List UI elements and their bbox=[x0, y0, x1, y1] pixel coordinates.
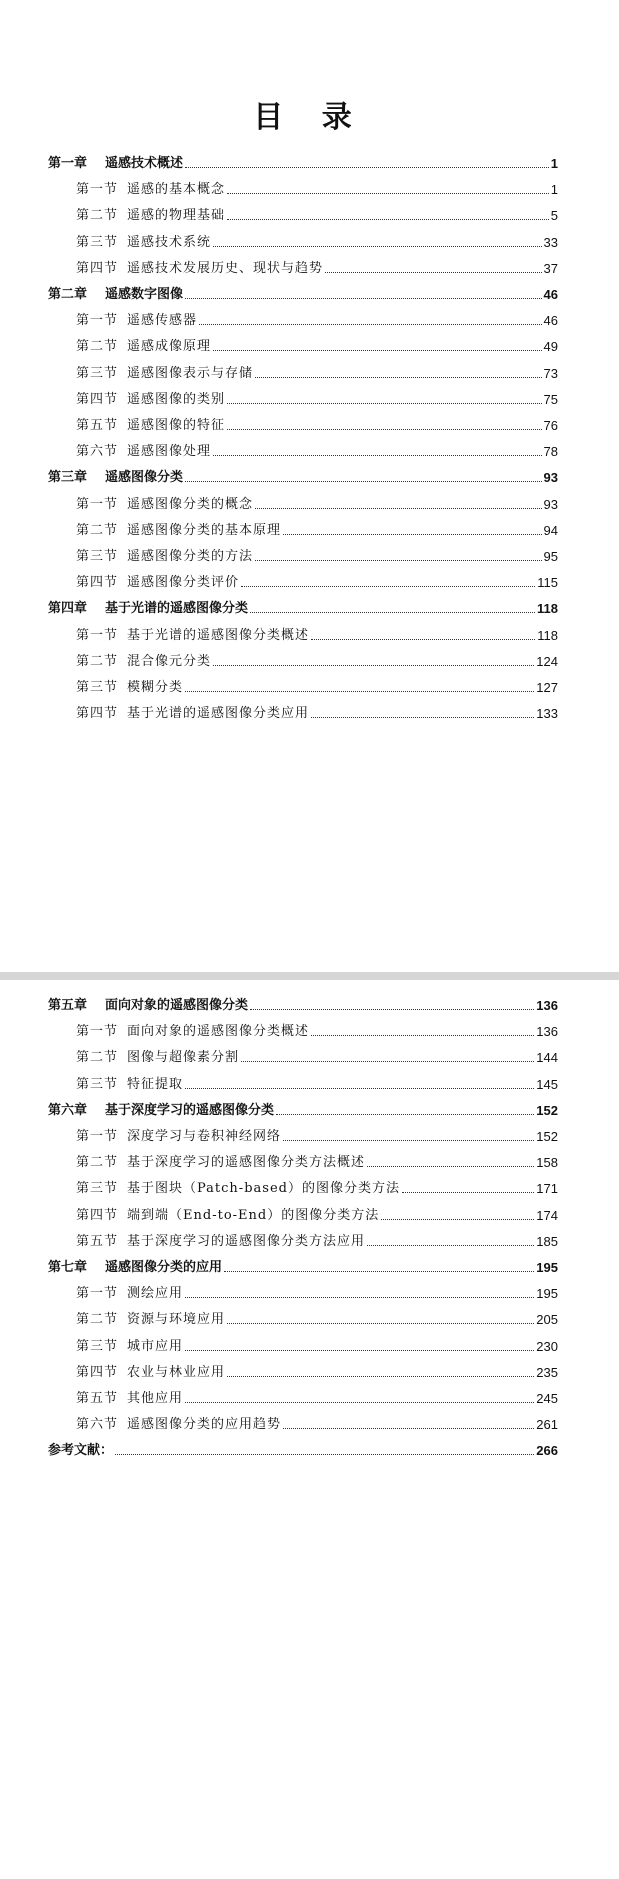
page-number: 37 bbox=[543, 260, 558, 276]
entry-label: 第五节 bbox=[76, 1391, 119, 1406]
entry-label: 第三节 bbox=[76, 234, 119, 250]
dot-leader bbox=[255, 377, 542, 378]
toc-section-entry[interactable] bbox=[76, 1018, 558, 1040]
toc-section-entry[interactable] bbox=[76, 1202, 558, 1224]
toc-chapter-entry[interactable] bbox=[48, 1254, 558, 1276]
entry-title: 模糊分类 bbox=[127, 680, 184, 695]
entry-title: 混合像元分类 bbox=[127, 653, 212, 669]
entry-label: 第六节 bbox=[76, 444, 119, 460]
entry-label: 第三节 bbox=[76, 1338, 119, 1354]
dot-leader bbox=[367, 1245, 534, 1246]
page-number: 245 bbox=[536, 1391, 558, 1406]
entry-label: 第五节 bbox=[76, 418, 119, 433]
entry-label: 第二节 bbox=[76, 339, 119, 355]
dot-leader bbox=[199, 324, 542, 325]
page-separator bbox=[0, 972, 619, 980]
entry-title: 遥感图像分类评价 bbox=[127, 575, 240, 591]
toc-section-entry[interactable] bbox=[76, 1359, 558, 1381]
dot-leader bbox=[185, 298, 542, 299]
entry-title: 端到端（End-to-End）的图像分类方法 bbox=[127, 1207, 380, 1223]
entry-title: 遥感图像表示与存储 bbox=[127, 365, 254, 381]
page-2 bbox=[0, 980, 619, 1879]
page-number: 205 bbox=[536, 1312, 558, 1328]
entry-title: 基于深度学习的遥感图像分类方法概述 bbox=[127, 1155, 366, 1171]
dot-leader bbox=[185, 481, 542, 482]
dot-leader bbox=[227, 1323, 534, 1324]
toc-title: 目 录 bbox=[253, 100, 366, 135]
entry-label: 第三节 bbox=[76, 1181, 119, 1197]
entry-label: 第一节 bbox=[76, 1129, 119, 1144]
entry-label: 第四节 bbox=[76, 1364, 119, 1380]
page-number: 33 bbox=[543, 234, 558, 250]
toc-section-entry[interactable] bbox=[76, 1385, 558, 1407]
toc-section-entry[interactable] bbox=[76, 255, 558, 277]
page-number: 136 bbox=[536, 998, 558, 1013]
page-number: 94 bbox=[543, 522, 558, 538]
page-number: 136 bbox=[536, 1024, 558, 1040]
entry-title: 面向对象的遥感图像分类概述 bbox=[127, 1024, 310, 1040]
dot-leader bbox=[227, 193, 549, 194]
dot-leader bbox=[213, 246, 542, 247]
page-number: 158 bbox=[536, 1155, 558, 1171]
toc-section-entry[interactable] bbox=[76, 1149, 558, 1171]
dot-leader bbox=[227, 1376, 534, 1377]
entry-title: 遥感图像的类别 bbox=[127, 391, 226, 407]
dot-leader bbox=[185, 691, 534, 692]
entry-title: 遥感的物理基础 bbox=[127, 208, 226, 224]
entry-label: 第二章 bbox=[48, 287, 88, 302]
entry-title: 遥感图像处理 bbox=[127, 444, 212, 460]
page-number: 230 bbox=[536, 1338, 558, 1354]
toc-section-entry[interactable] bbox=[76, 202, 558, 224]
entry-label: 第六节 bbox=[76, 1417, 119, 1433]
dot-leader bbox=[311, 717, 534, 718]
entry-title: 图像与超像素分割 bbox=[127, 1050, 240, 1066]
entry-title: 测绘应用 bbox=[127, 1286, 184, 1302]
dot-leader bbox=[283, 1428, 534, 1429]
entry-label: 第七章 bbox=[48, 1260, 88, 1275]
entry-label: 第六章 bbox=[48, 1102, 88, 1118]
dot-leader bbox=[227, 219, 549, 220]
toc-chapter-entry[interactable] bbox=[48, 595, 558, 617]
page-number: 1 bbox=[550, 156, 558, 171]
toc-section-entry[interactable] bbox=[76, 360, 558, 382]
dot-leader bbox=[402, 1192, 534, 1193]
page-number: 235 bbox=[536, 1364, 558, 1380]
page-number: 78 bbox=[543, 444, 558, 460]
dot-leader bbox=[325, 272, 542, 273]
entry-title: 基于深度学习的遥感图像分类方法应用 bbox=[127, 1233, 366, 1249]
dot-leader bbox=[381, 1219, 534, 1220]
dot-leader bbox=[185, 1088, 534, 1089]
page-number: 46 bbox=[543, 313, 558, 329]
toc-section-entry[interactable] bbox=[76, 622, 558, 644]
page-number: 195 bbox=[536, 1260, 558, 1275]
page-number: 174 bbox=[536, 1207, 558, 1223]
toc-section-entry[interactable] bbox=[76, 1123, 558, 1145]
entry-title: 特征提取 bbox=[127, 1076, 184, 1092]
entry-title: 基于光谱的遥感图像分类应用 bbox=[127, 706, 310, 722]
dot-leader bbox=[241, 586, 535, 587]
entry-label: 第一节 bbox=[76, 1024, 119, 1040]
entry-title: 遥感图像分类的方法 bbox=[127, 549, 254, 564]
dot-leader bbox=[213, 350, 542, 351]
toc-section-entry[interactable] bbox=[76, 176, 558, 198]
dot-leader bbox=[250, 612, 535, 613]
page-number: 73 bbox=[543, 365, 558, 381]
entry-title: 遥感图像分类的概念 bbox=[127, 496, 254, 512]
toc-section-entry[interactable] bbox=[76, 1044, 558, 1066]
toc-section-entry[interactable] bbox=[76, 412, 558, 434]
entry-title: 其他应用 bbox=[127, 1391, 184, 1406]
entry-label: 第二节 bbox=[76, 522, 119, 538]
dot-leader bbox=[227, 429, 542, 430]
page-number: 195 bbox=[536, 1286, 558, 1302]
page-number: 118 bbox=[537, 601, 558, 617]
page-number: 124 bbox=[536, 653, 558, 669]
page-number: 266 bbox=[536, 1443, 558, 1459]
page-number: 93 bbox=[543, 496, 558, 512]
toc-chapter-entry[interactable] bbox=[48, 1097, 558, 1119]
dot-leader bbox=[213, 455, 542, 456]
dot-leader bbox=[241, 1061, 534, 1062]
dot-leader bbox=[213, 665, 534, 666]
entry-title: 遥感数字图像 bbox=[105, 287, 184, 302]
toc-section-entry[interactable] bbox=[76, 333, 558, 355]
dot-leader bbox=[255, 508, 542, 509]
entry-label: 第四章 bbox=[48, 601, 88, 617]
entry-label: 第二节 bbox=[76, 208, 119, 224]
entry-title: 基于图块（Patch-based）的图像分类方法 bbox=[127, 1181, 400, 1197]
entry-title: 基于光谱的遥感图像分类 bbox=[105, 601, 249, 617]
entry-label: 第四节 bbox=[76, 391, 119, 407]
toc-chapter-entry[interactable] bbox=[48, 992, 558, 1014]
entry-title: 基于光谱的遥感图像分类概述 bbox=[127, 627, 310, 643]
toc-section-entry[interactable] bbox=[76, 1306, 558, 1328]
entry-title: 遥感图像分类 bbox=[105, 470, 184, 486]
entry-label: 第一节 bbox=[76, 627, 119, 643]
page-number: 144 bbox=[536, 1050, 558, 1066]
entry-label: 第四节 bbox=[76, 575, 119, 591]
page-number: 46 bbox=[543, 287, 558, 302]
page-number: 127 bbox=[536, 680, 558, 695]
dot-leader bbox=[283, 1140, 534, 1141]
entry-title: 遥感的基本概念 bbox=[127, 182, 226, 198]
dot-leader bbox=[367, 1166, 534, 1167]
toc-chapter-entry[interactable] bbox=[48, 150, 558, 172]
dot-leader bbox=[255, 560, 542, 561]
entry-label: 第五章 bbox=[48, 998, 88, 1013]
entry-title: 资源与环境应用 bbox=[127, 1312, 226, 1328]
entry-title: 遥感图像分类的应用 bbox=[105, 1260, 223, 1275]
entry-title: 基于深度学习的遥感图像分类 bbox=[105, 1102, 275, 1118]
entry-label: 第四节 bbox=[76, 706, 119, 722]
entry-label: 第五节 bbox=[76, 1233, 119, 1249]
entry-label: 第一章 bbox=[48, 156, 88, 171]
entry-title: 遥感图像分类的应用趋势 bbox=[127, 1417, 282, 1433]
entry-title: 遥感技术发展历史、现状与趋势 bbox=[127, 260, 324, 276]
entry-label: 第三节 bbox=[76, 1076, 119, 1092]
toc-section-entry[interactable] bbox=[76, 307, 558, 329]
entry-label: 第四节 bbox=[76, 260, 119, 276]
entry-label: 第二节 bbox=[76, 1312, 119, 1328]
entry-label: 第三节 bbox=[76, 365, 119, 381]
page-number: 152 bbox=[536, 1102, 558, 1118]
toc-section-entry[interactable] bbox=[76, 386, 558, 408]
toc-section-entry[interactable] bbox=[76, 1175, 558, 1197]
page-number: 261 bbox=[536, 1417, 558, 1433]
page-number: 93 bbox=[543, 470, 558, 486]
page-number: 75 bbox=[543, 391, 558, 407]
page-number: 76 bbox=[543, 418, 558, 433]
page-number: 49 bbox=[543, 339, 558, 355]
toc-section-entry[interactable] bbox=[76, 229, 558, 251]
toc-section-entry[interactable] bbox=[76, 491, 558, 513]
entry-title: 面向对象的遥感图像分类 bbox=[105, 998, 249, 1013]
entry-label: 第一节 bbox=[76, 313, 119, 329]
dot-leader bbox=[185, 1402, 534, 1403]
dot-leader bbox=[311, 1035, 534, 1036]
entry-label: 第三章 bbox=[48, 470, 88, 486]
page-number: 171 bbox=[536, 1181, 558, 1197]
entry-label: 第一节 bbox=[76, 1286, 119, 1302]
toc-section-entry[interactable] bbox=[76, 1071, 558, 1093]
dot-leader bbox=[185, 1350, 534, 1351]
toc-section-entry[interactable] bbox=[76, 543, 558, 565]
entry-label: 第二节 bbox=[76, 1050, 119, 1066]
dot-leader bbox=[115, 1454, 534, 1455]
dot-leader bbox=[224, 1271, 534, 1272]
entry-title: 城市应用 bbox=[127, 1338, 184, 1354]
dot-leader bbox=[283, 534, 542, 535]
toc-section-entry[interactable] bbox=[76, 1411, 558, 1433]
toc-section-entry[interactable] bbox=[76, 1280, 558, 1302]
entry-title: 参考文献： bbox=[48, 1443, 114, 1459]
page-number: 115 bbox=[537, 575, 558, 591]
toc-section-entry[interactable] bbox=[76, 648, 558, 670]
entry-label: 第三节 bbox=[76, 549, 119, 564]
page-number: 133 bbox=[536, 706, 558, 722]
page-number: 1 bbox=[550, 182, 558, 198]
toc-section-entry[interactable] bbox=[76, 1228, 558, 1250]
entry-label: 第四节 bbox=[76, 1207, 119, 1223]
page-number: 5 bbox=[550, 208, 558, 224]
toc-section-entry[interactable] bbox=[76, 700, 558, 722]
entry-title: 遥感技术系统 bbox=[127, 234, 212, 250]
entry-label: 第二节 bbox=[76, 653, 119, 669]
page-number: 95 bbox=[543, 549, 558, 564]
entry-title: 遥感传感器 bbox=[127, 313, 198, 329]
dot-leader bbox=[311, 639, 535, 640]
entry-title: 遥感成像原理 bbox=[127, 339, 212, 355]
entry-label: 第一节 bbox=[76, 496, 119, 512]
entry-title: 遥感图像分类的基本原理 bbox=[127, 522, 282, 538]
dot-leader bbox=[250, 1009, 534, 1010]
page-number: 185 bbox=[536, 1233, 558, 1249]
toc-section-entry[interactable] bbox=[76, 1333, 558, 1355]
dot-leader bbox=[185, 167, 549, 168]
dot-leader bbox=[185, 1297, 534, 1298]
toc-section-entry[interactable] bbox=[76, 569, 558, 591]
toc-section-entry[interactable] bbox=[76, 438, 558, 460]
toc-section-entry[interactable] bbox=[76, 674, 558, 696]
entry-title: 遥感技术概述 bbox=[105, 156, 184, 171]
toc-chapter-entry[interactable] bbox=[48, 464, 558, 486]
toc-section-entry[interactable] bbox=[76, 517, 558, 539]
page-number: 145 bbox=[536, 1076, 558, 1092]
dot-leader bbox=[276, 1114, 534, 1115]
entry-label: 第二节 bbox=[76, 1155, 119, 1171]
page-number: 152 bbox=[536, 1129, 558, 1144]
page-number: 118 bbox=[537, 627, 558, 643]
toc-chapter-entry[interactable] bbox=[48, 281, 558, 303]
entry-title: 农业与林业应用 bbox=[127, 1364, 226, 1380]
entry-title: 遥感图像的特征 bbox=[127, 418, 226, 433]
dot-leader bbox=[227, 403, 542, 404]
entry-label: 第一节 bbox=[76, 182, 119, 198]
toc-chapter-entry[interactable] bbox=[48, 1437, 558, 1459]
entry-title: 深度学习与卷积神经网络 bbox=[127, 1129, 282, 1144]
entry-label: 第三节 bbox=[76, 680, 119, 695]
